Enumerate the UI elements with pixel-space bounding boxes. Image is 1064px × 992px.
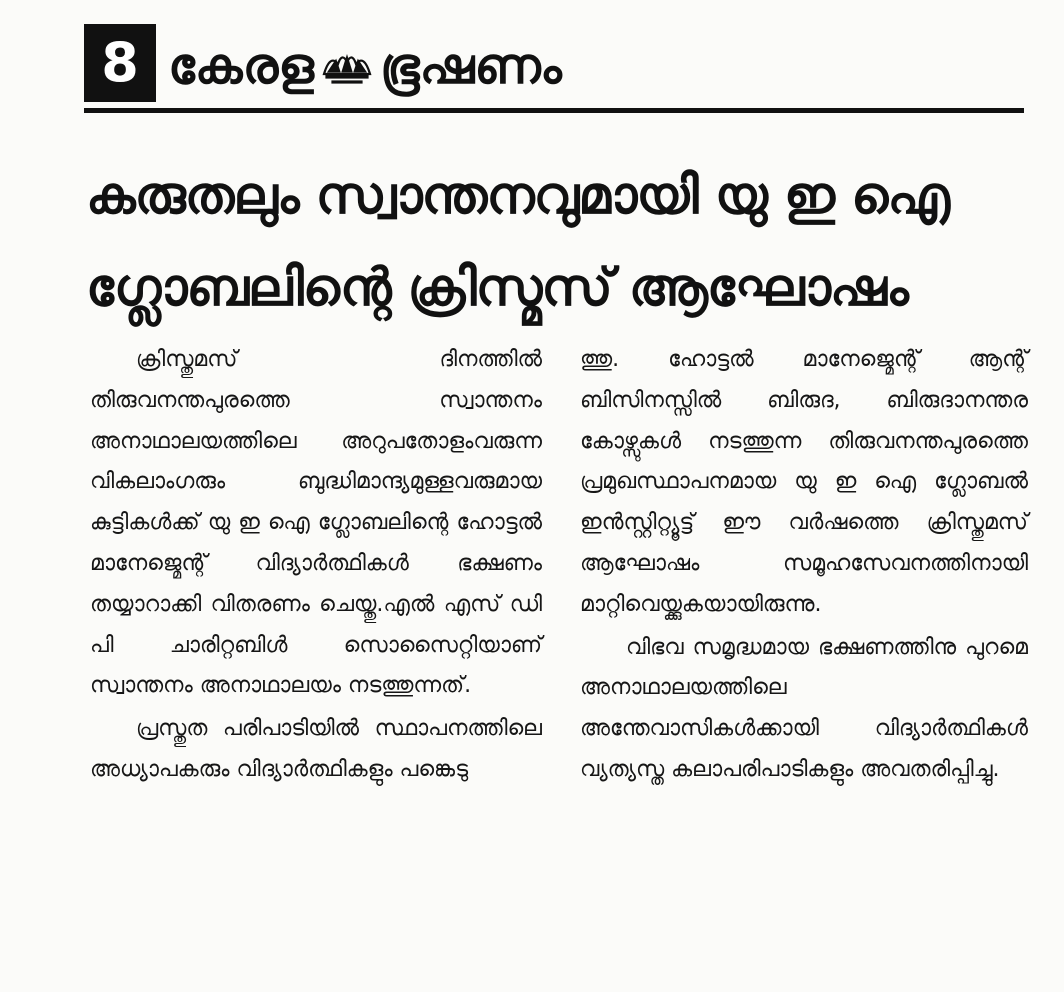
article-paragraph: വിഭവ സമൃദ്ധമായ ഭക്ഷണത്തിനു പുറമെ അനാഥാലയത്തിലെ അന്തേവാസികൾക്കായി വിദ്യാർത്ഥികൾ വ്യത്യസ്ത കലാപരിപാടികളും അവതരിപ്പിച്ചു. bbox=[580, 634, 1028, 782]
article-paragraph: ത്തു. ഹോട്ടൽ മാനേജ്മെന്റ് ആന്റ് ബിസിനസ്സിൽ ബിരുദ, ബിരുദാനന്തര കോഴ്സുകൾ നടത്തുന്ന തിരുവനന്തപുരത്തെ പ്രമുഖസ്ഥാപനമായ യു ഇ ഐ ഗ്ലോബൽ ഇൻസ്റ്റിറ്റ്യൂട്ട് ഈ വർഷത്തെ ക്രിസ്തുമസ് ആഘോഷം സമൂഹസേവനത്തിനായി മാറ്റിവെയ്ക്കുകയായിരുന്നു. bbox=[580, 347, 1028, 617]
article-paragraph: ക്രിസ്തുമസ് ദിനത്തിൽ തിരുവനന്തപുരത്തെ സ്വാന്തനം അനാഥാലയത്തിലെ അറുപതോളംവരുന്ന വികലാംഗരും ബുദ്ധിമാന്ദ്യമുള്ളവരുമായ കുട്ടികൾക്ക് യു ഇ ഐ ഗ്ലോബലിന്റെ ഹോട്ടൽ മാനേജ്മെന്റ് വിദ്യാർത്ഥികൾ ഭക്ഷണം തയ്യാറാക്കി വിതരണം ചെയ്തു.എൽ എസ് ഡി പി ചാരിറ്റബിൾ സൊസൈറ്റിയാണ് സ്വാന്തനം അനാഥാലയം നടത്തുന്നത്. bbox=[90, 347, 542, 699]
masthead bbox=[84, 20, 1024, 104]
article-headline bbox=[86, 150, 1016, 334]
headline-line-2: ഗ്ലോബലിന്റെ ക്രിസ്മസ് ആഘോഷം bbox=[86, 258, 908, 318]
article-column-left bbox=[90, 340, 542, 791]
article-column-right bbox=[580, 340, 1028, 791]
newspaper-name bbox=[168, 28, 562, 104]
article-paragraph: പ്രസ്തുത പരിപാടിയിൽ സ്ഥാപനത്തിലെ അധ്യാപകരും വിദ്യാർത്ഥികളും പങ്കെടു bbox=[90, 716, 542, 782]
page-number: 8 bbox=[84, 24, 156, 102]
masthead-rule bbox=[84, 108, 1024, 113]
newspaper-name-part-2: ഭൂഷണം bbox=[379, 37, 562, 95]
newspaper-name-part-1: കേരള bbox=[168, 37, 314, 95]
headline-line-1: കരുതലും സ്വാന്തനവുമായി യു ഇ ഐ bbox=[86, 166, 949, 226]
kerala-bhooshanam-emblem-icon bbox=[318, 44, 376, 88]
